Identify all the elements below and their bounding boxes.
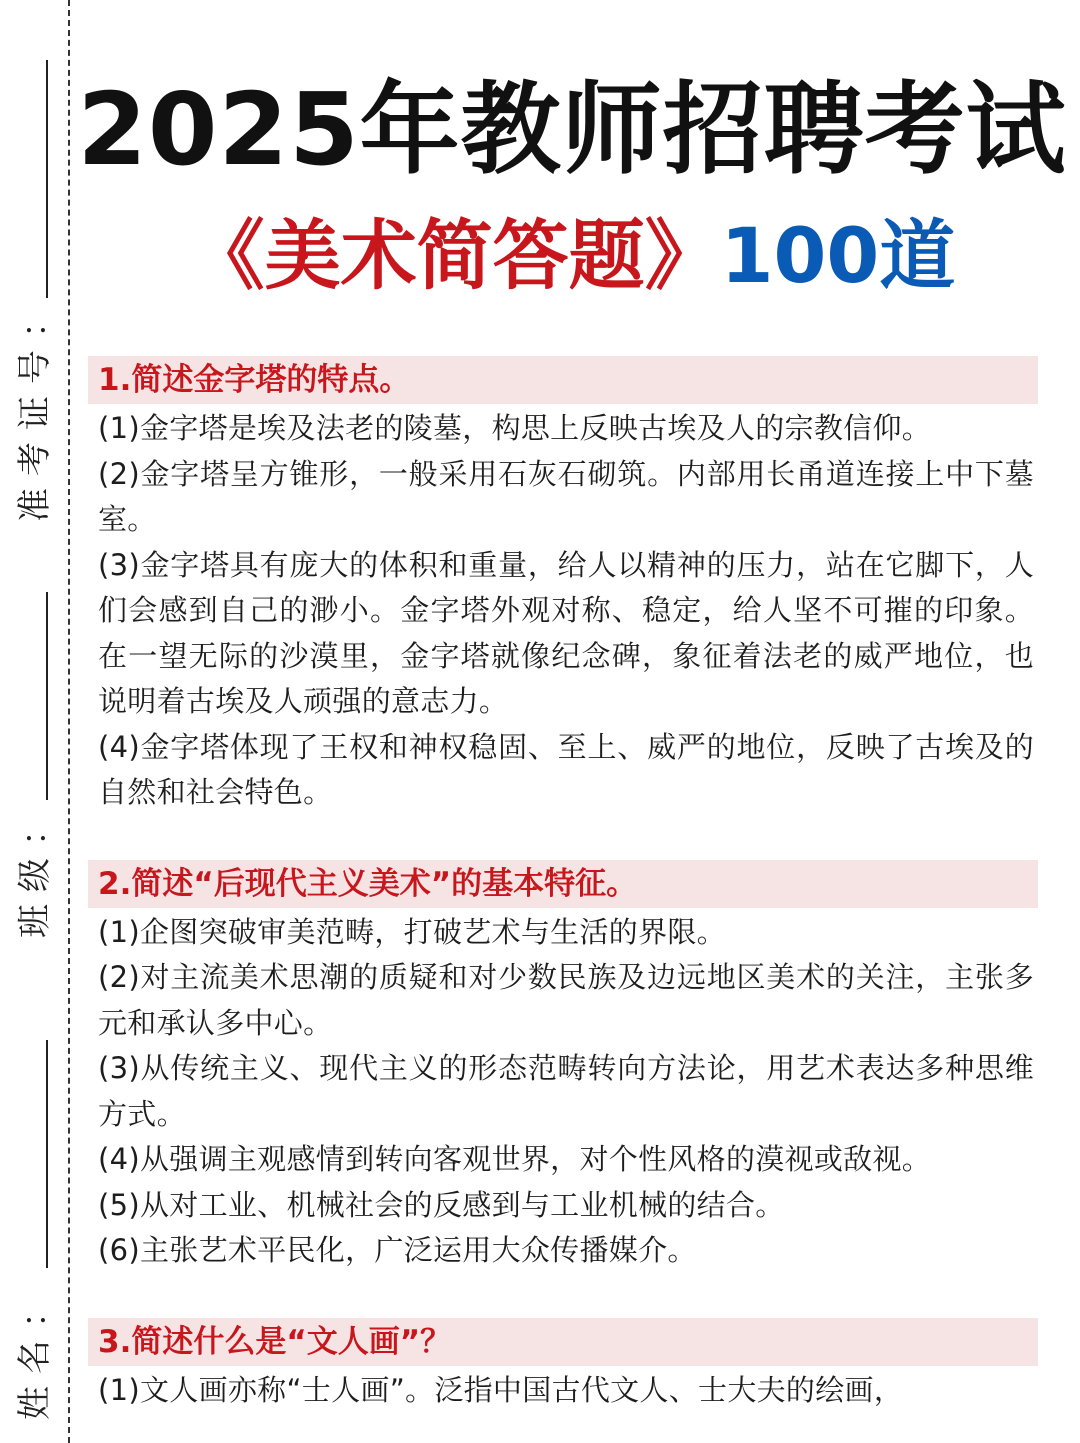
vertical-label-char: 考: [15, 442, 55, 476]
exam-id-label: [14, 298, 58, 528]
answer-item: (4)从强调主观感情到转向客观世界，对个性风格的漠视或敌视。: [98, 1142, 932, 1176]
section-spacer: [88, 816, 1038, 860]
answer-item: (1)企图突破审美范畴，打破艺术与生活的界限。: [98, 914, 726, 949]
answer-item: (5)从对工业、机械社会的反感到与工业机械的结合。: [98, 1187, 785, 1222]
name-write-line: [46, 1040, 48, 1268]
question-heading: 3.简述什么是“文人画”？: [88, 1318, 1038, 1366]
answer-item: (1)金字塔是埃及法老的陵墓，构思上反映古埃及人的宗教信仰。: [98, 411, 932, 445]
vertical-label-char: 姓: [15, 1386, 55, 1420]
answer-item: (2)对主流美术思潮的质疑和对少数民族及边远地区美术的关注，主张多元和承认多中心。: [98, 960, 1034, 1040]
vertical-label-char: ：: [15, 304, 55, 338]
class-write-line: [46, 592, 48, 800]
section-spacer: [88, 1274, 1038, 1318]
question-block: [88, 356, 1038, 816]
question-block: [88, 1318, 1038, 1414]
answer-item: (2)金字塔呈方锥形，一般采用石灰石砌筑。内部用长甬道连接上中下墓室。: [98, 456, 1034, 536]
class-label: [14, 806, 58, 944]
answer-item: (1)文人画亦称“士人画”。泛指中国古代文人、士大夫的绘画，: [98, 1372, 904, 1407]
exam-id-write-line: [46, 60, 48, 298]
vertical-label-char: 号: [15, 350, 55, 384]
answer-item: (3)从传统主义、现代主义的形态范畴转向方法论，用艺术表达多种思维方式。: [98, 1051, 1034, 1131]
subtitle-book-title: 《美术简答题》: [188, 211, 721, 300]
answer-item: (6)主张艺术平民化，广泛运用大众传播媒介。: [98, 1233, 697, 1267]
name-label: [14, 1288, 58, 1426]
binding-margin: [0, 0, 72, 1443]
page-title: 2025年教师招聘考试: [77, 71, 1067, 188]
question-heading: 1.简述金字塔的特点。: [88, 356, 1038, 404]
dashed-cut-line: [68, 0, 70, 1443]
vertical-label-char: 准: [15, 488, 55, 522]
vertical-label-char: ：: [15, 812, 55, 846]
exam-id-field: [14, 60, 58, 530]
vertical-label-char: 班: [15, 904, 55, 938]
class-field: [14, 592, 58, 952]
answer-item: (4)金字塔体现了王权和神权稳固、至上、威严的地位，反映了古埃及的自然和社会特色。: [98, 729, 1034, 809]
vertical-label-char: ：: [15, 1294, 55, 1328]
vertical-label-char: 级: [15, 858, 55, 892]
page-subtitle: [72, 208, 1072, 304]
question-heading: 2.简述“后现代主义美术”的基本特征。: [88, 860, 1038, 908]
subtitle-count: 100道: [720, 211, 956, 300]
name-field: [14, 1040, 58, 1420]
vertical-label-char: 证: [15, 396, 55, 430]
question-block: [88, 860, 1038, 1274]
answer-item: (3)金字塔具有庞大的体积和重量，给人以精神的压力，站在它脚下，人们会感到自己的渺小。金字塔外观对称、稳定，给人坚不可摧的印象。在一望无际的沙漠里，金字塔就像纪念碑，象征着法老的威严地位，也说明着古埃及人顽强的意志力。: [98, 547, 1034, 718]
question-list: [88, 356, 1038, 1413]
vertical-label-char: 名: [15, 1340, 55, 1374]
